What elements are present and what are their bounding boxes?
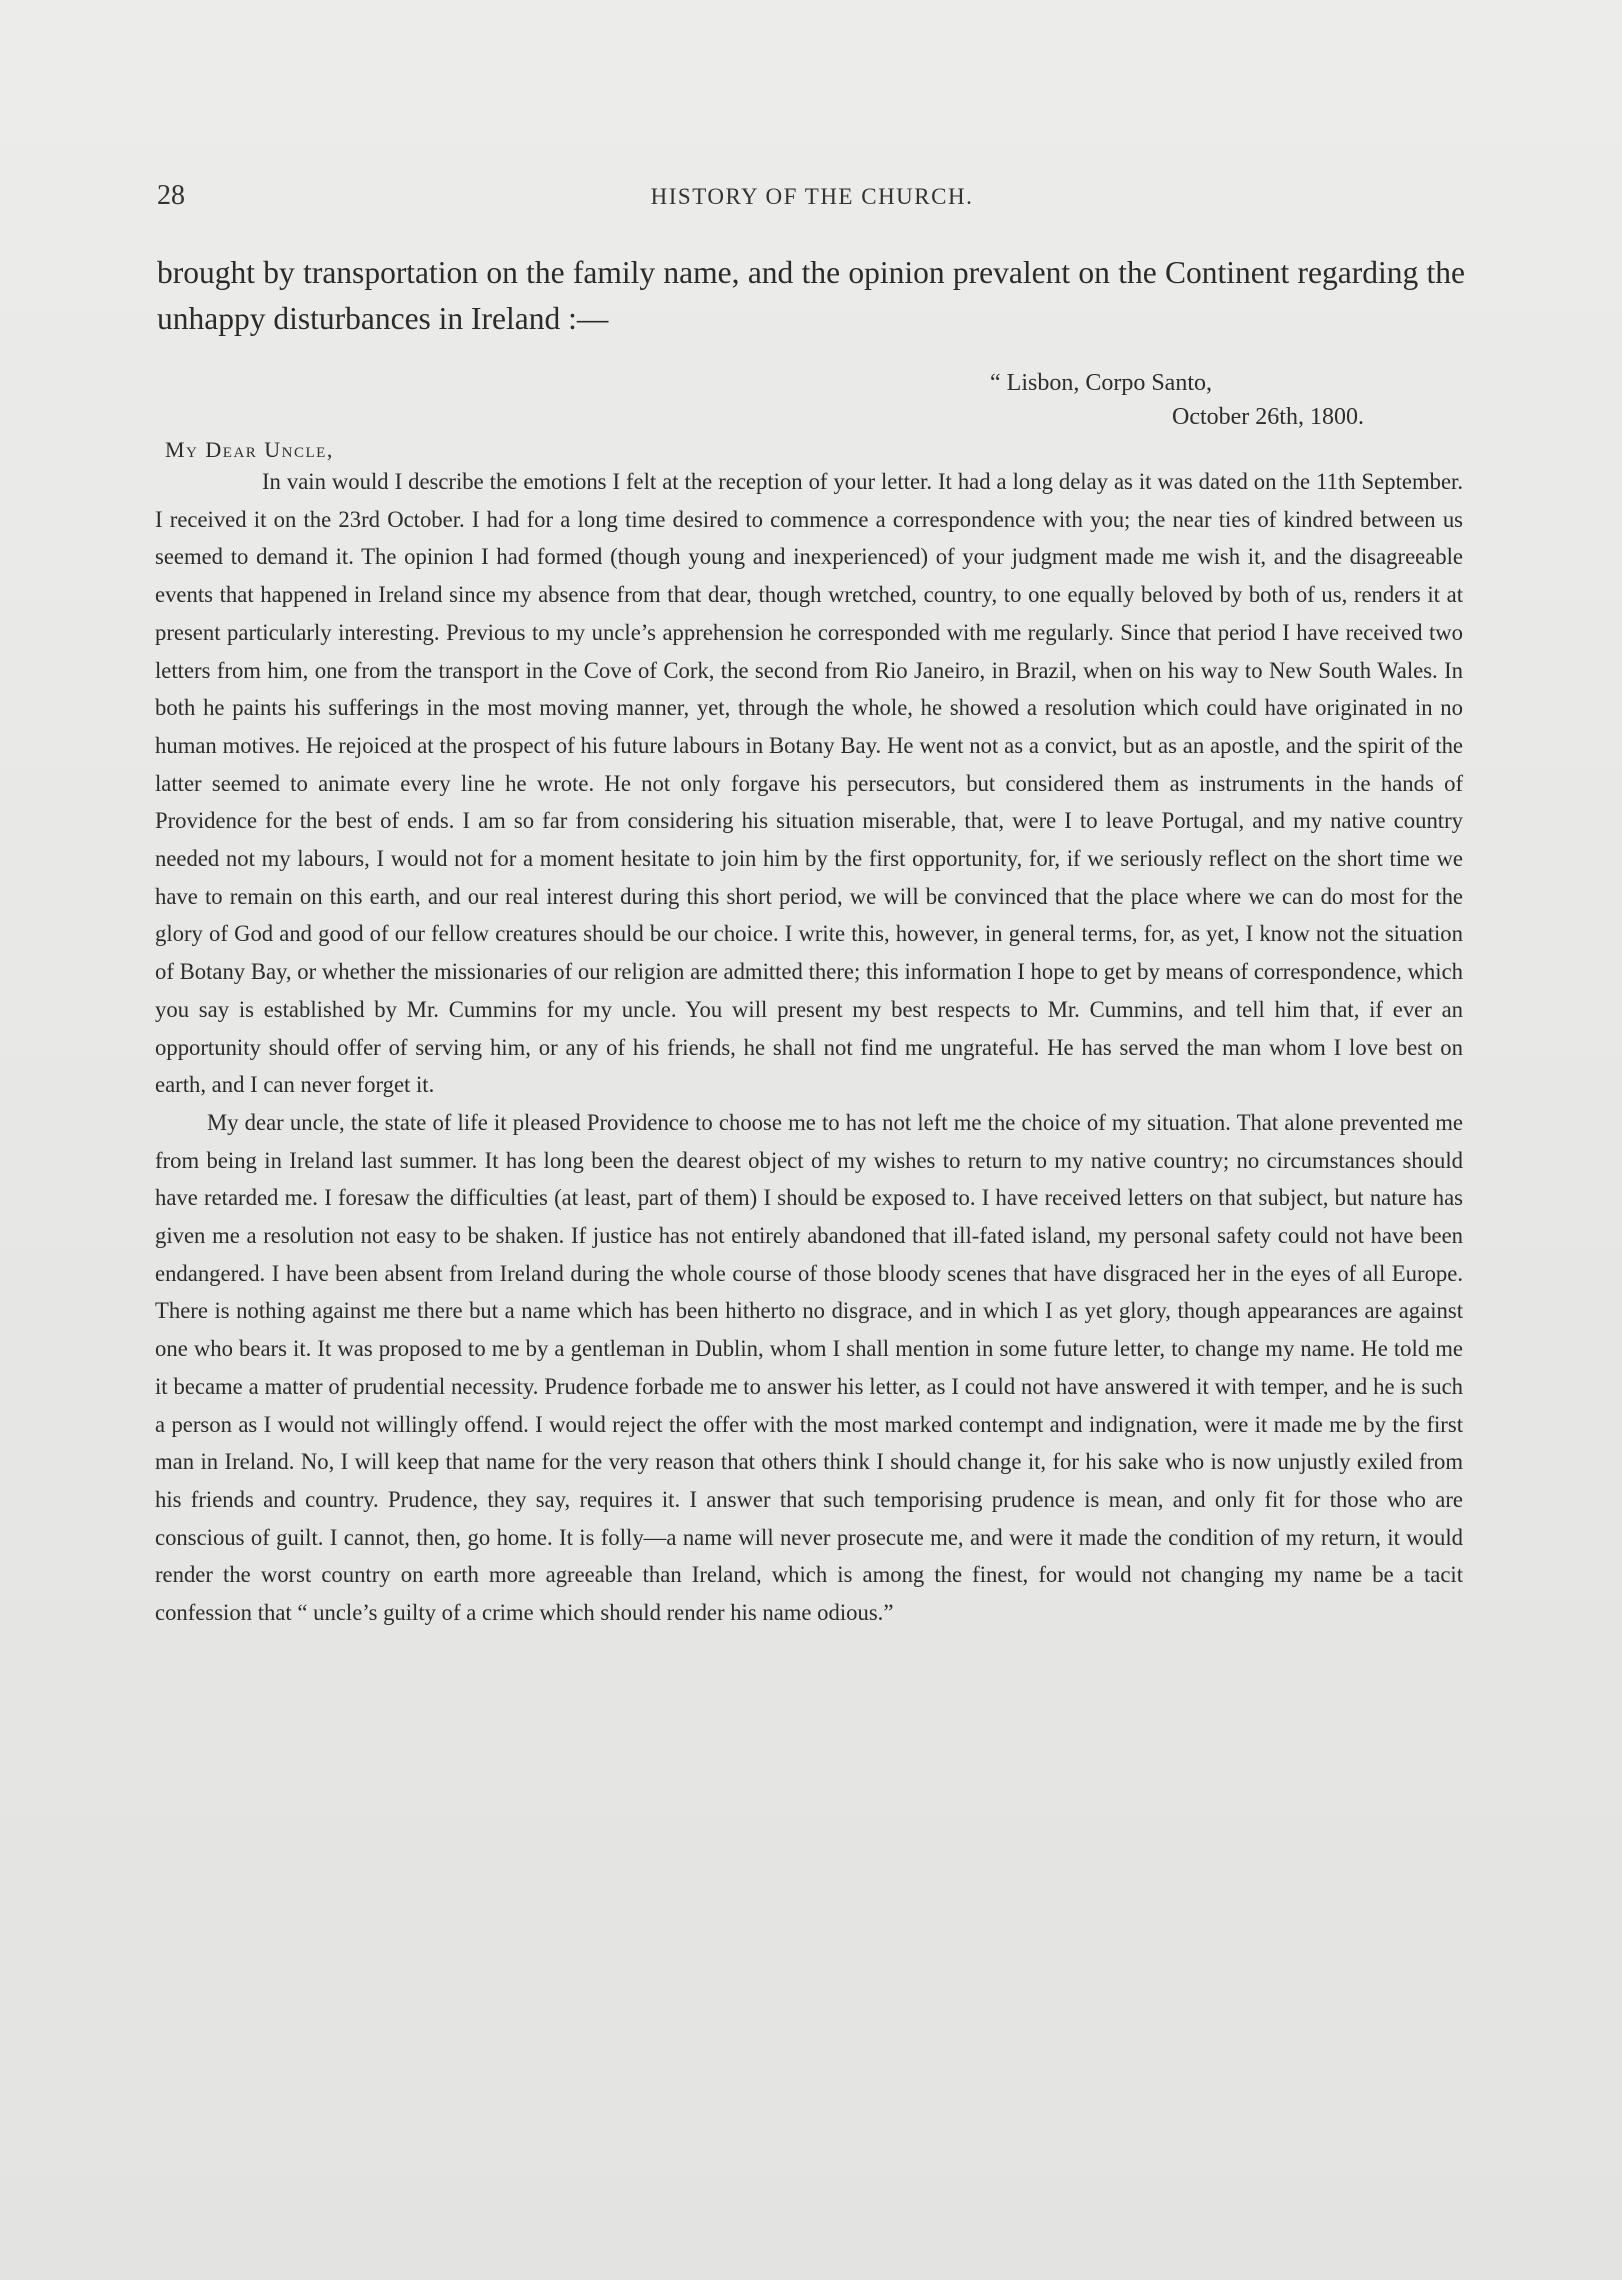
letter-dateline-place: “ Lisbon, Corpo Santo, [990, 370, 1212, 396]
letter-paragraph-2: My dear uncle, the state of life it pleased Providence to choose me to has not left me the choice of my situation. That alone prevented me from being in Ireland last summer. It has long been the dearest object of my wishes to return to my native country; no circumstances should have retarded me. I foresaw the difficulties (at least, part of them) I should be exposed to. I have received letters on that subject, but nature has given me a resolution not easy to be shaken. If justice has not entirely abandoned that ill-fated island, my personal safety could not have been endangered. I have been absent from Ireland during the whole course of those bloody scenes that have disgraced her in the eyes of all Europe. There is nothing against me there but a name which has been hitherto no disgrace, and in which I as yet glory, though appearances are against one who bears it. It was proposed to me by a gentleman in Dublin, whom I shall mention in some future letter, to change my name. He told me it became a matter of prudential necessity. Prudence forbade me to answer his letter, as I could not have answered it with temper, and he is such a person as I would not willingly offend. I would reject the offer with the most marked contempt and indignation, were it made me by the first man in Ireland. No, I will keep that name for the very reason that others think I should change it, for his sake who is now unjustly exiled from his friends and country. Prudence, they say, requires it. I answer that such temporising prudence is mean, and only fit for those who are conscious of guilt. I cannot, then, go home. It is folly—a name will never prosecute me, and were it made the condition of my return, it would render the worst country on earth more agreeable than Ireland, which is among the finest, for would not changing my name be a tacit confession that “ uncle’s guilty of a crime which should render his name odious.” [155, 1109, 1463, 1626]
letter-salutation: My Dear Uncle, [165, 437, 334, 462]
lead-paragraph: brought by transportation on the family name, and the opinion prevalent on the Continent regarding the unhappy disturbances in Ireland :— [157, 255, 1465, 336]
letter-dateline-date: October 26th, 1800. [1172, 404, 1364, 430]
letter-paragraph-1: In vain would I describe the emotions I felt at the reception of your letter. It had a long delay as it was dated on the 11th September. I received it on the 23rd October. I had for a long time desired to commence a correspondence with you; the near ties of kindred between us seemed to demand it. The opinion I had formed (though young and inexperienced) of your judgment made me wish it, and the disagreeable events that happened in Ireland since my absence from that dear, though wretched, country, to one equally beloved by both of us, renders it at present particularly interesting. Previous to my uncle’s apprehension he corresponded with me regularly. Since that period I have received two letters from him, one from the transport in the Cove of Cork, the second from Rio Janeiro, in Brazil, when on his way to New South Wales. In both he paints his sufferings in the most moving manner, yet, through the whole, he showed a resolution which could have originated in no human motives. He rejoiced at the prospect of his future labours in Botany Bay. He went not as a convict, but as an apostle, and the spirit of the latter seemed to animate every line he wrote. He not only forgave his persecutors, but considered them as instruments in the hands of Providence for the best of ends. I am so far from considering his situation miserable, that, were I to leave Portugal, and my native country needed not my labours, I would not for a moment hesitate to join him by the first opportunity, for, if we seriously reflect on the short time we have to remain on this earth, and our real interest during this short period, we will be convinced that the place where we can do most for the glory of God and good of our fellow creatures should be our choice. I write this, however, in general terms, for, as yet, I know not the situation of Botany Bay, or whether the missionaries of our religion are admitted there; this information I hope to get by means of correspondence, which you say is established by Mr. Cummins for my uncle. You will present my best respects to Mr. Cummins, and tell him that, if ever an opportunity should offer of serving him, or any of his friends, he shall not find me ungrateful. He has served the man whom I love best on earth, and I can never forget it. [155, 469, 1463, 1098]
page-header [157, 180, 1467, 220]
page-number: 28 [157, 180, 185, 211]
running-head: HISTORY OF THE CHURCH. [650, 184, 974, 209]
letter-body [155, 463, 1463, 1632]
